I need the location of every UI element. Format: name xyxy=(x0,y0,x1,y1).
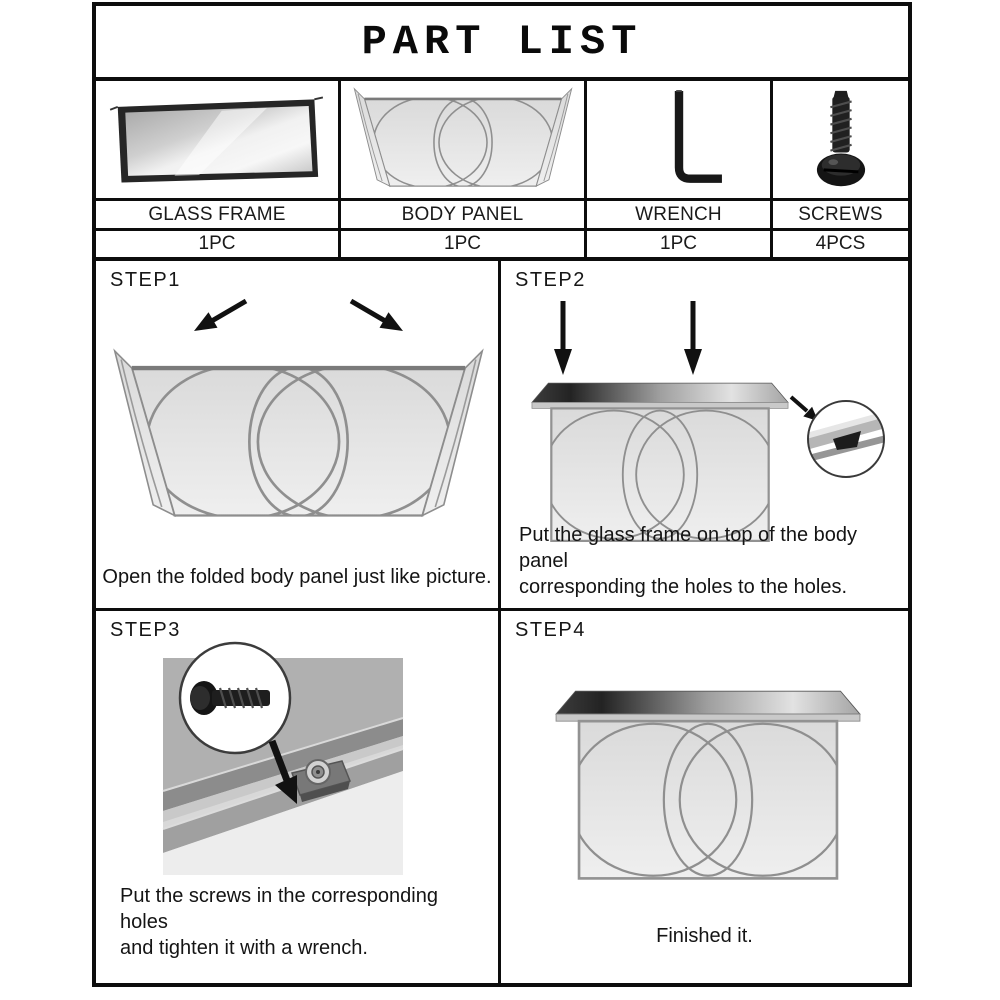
step1-panel xyxy=(96,261,501,611)
steps-grid xyxy=(96,261,908,983)
step3-panel xyxy=(96,611,501,983)
step4-title: STEP4 xyxy=(515,619,586,641)
step1-title: STEP1 xyxy=(110,269,181,291)
step4-panel xyxy=(501,611,908,983)
step2-caption-line2: corresponding the holes to the holes. xyxy=(519,576,847,598)
screw-icon xyxy=(811,87,871,193)
step3-title: STEP3 xyxy=(110,619,181,641)
step2-caption xyxy=(519,522,904,600)
part-qty-glass-frame: 1PC xyxy=(96,231,341,257)
screw-inset-callout xyxy=(180,643,290,753)
part-qty-row xyxy=(96,231,908,261)
part-qty-wrench: 1PC xyxy=(587,231,773,257)
step3-caption-line2: and tighten it with a wrench. xyxy=(120,937,368,959)
wrench-icon xyxy=(623,81,735,198)
part-qty-screws: 4PCS xyxy=(815,233,866,254)
step3-caption-line1: Put the screws in the corresponding holes xyxy=(120,885,438,933)
down-arrow-right xyxy=(684,301,702,375)
title-row xyxy=(96,6,908,81)
step2-title: STEP2 xyxy=(515,269,586,291)
part-cell-body-panel xyxy=(341,81,587,198)
part-name-screws: SCREWS xyxy=(798,203,883,225)
part-cell-glass-frame xyxy=(96,81,341,198)
step1-illustration xyxy=(96,291,501,543)
unfold-arrow-left xyxy=(194,301,246,331)
step4-caption: Finished it. xyxy=(656,925,753,947)
down-arrow-left xyxy=(554,301,572,375)
step3-caption xyxy=(120,883,488,961)
part-name-row xyxy=(96,201,908,231)
step2-caption-line1: Put the glass frame on top of the body panel xyxy=(519,524,857,572)
body-panel-icon xyxy=(349,81,577,198)
step2-panel xyxy=(501,261,908,611)
glass-frame-icon xyxy=(104,88,330,192)
page-title: PART LIST xyxy=(361,17,643,66)
part-list-document xyxy=(92,2,912,987)
part-qty-body-panel: 1PC xyxy=(341,231,587,257)
part-name-glass-frame: GLASS FRAME xyxy=(96,201,341,228)
parts-image-row xyxy=(96,81,908,201)
part-name-body-panel: BODY PANEL xyxy=(341,201,587,228)
part-name-wrench: WRENCH xyxy=(587,201,773,228)
corner-detail-callout xyxy=(806,401,886,477)
part-cell-wrench xyxy=(587,81,773,198)
step1-caption: Open the folded body panel just like picture. xyxy=(102,566,492,588)
unfold-arrow-right xyxy=(351,301,403,331)
step4-illustration xyxy=(501,637,908,927)
part-cell-screws xyxy=(773,81,908,198)
